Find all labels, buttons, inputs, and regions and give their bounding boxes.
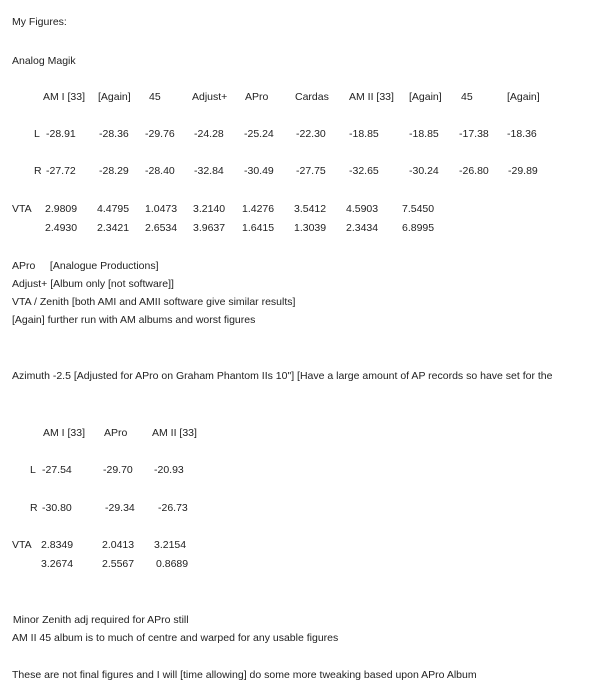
table1-header: [Again] (507, 91, 540, 103)
table-cell: -28.36 (99, 128, 129, 140)
table-cell: 3.2140 (193, 203, 226, 215)
table-cell: 7.5450 (402, 203, 435, 215)
table2-header: APro (104, 427, 128, 439)
azimuth-line: Azimuth -2.5 [Adjusted for APro on Graham Phantom IIs 10"] [Have a large amount of AP records so have set for the (12, 370, 553, 382)
table-cell: -32.65 (349, 165, 379, 177)
note-line: [Again] further run with AM albums and worst figures (12, 314, 256, 326)
footer-line: These are not final figures and I will [time allowing] do some more tweaking based upon APro Album (12, 669, 477, 681)
document-heading: My Figures: (12, 16, 67, 28)
table-cell: -27.54 (42, 464, 72, 476)
table1-header: [Again] (409, 91, 442, 103)
table-cell: -26.73 (158, 502, 188, 514)
footer-line: Minor Zenith adj required for APro still (10, 614, 189, 626)
table1-header: Adjust+ (192, 91, 228, 103)
table-cell: -29.34 (105, 502, 135, 514)
table-cell: -18.36 (507, 128, 537, 140)
table-cell: -20.93 (154, 464, 184, 476)
table-cell: -17.38 (459, 128, 489, 140)
table-cell: -30.80 (42, 502, 72, 514)
vta-label: VTA (12, 539, 32, 551)
table-cell: 3.2154 (154, 539, 187, 551)
table1-header: Cardas (295, 91, 329, 103)
table-cell: -30.24 (409, 165, 439, 177)
table-cell: -29.70 (103, 464, 133, 476)
table-cell: 1.0473 (145, 203, 178, 215)
table1-header: AM I [33] (43, 91, 86, 103)
table-cell: -26.80 (459, 165, 489, 177)
table-cell: -28.29 (99, 165, 129, 177)
row-label: L (34, 128, 40, 140)
table-cell: -27.75 (296, 165, 326, 177)
table-cell: 1.6415 (242, 222, 275, 234)
table-cell: 4.5903 (346, 203, 379, 215)
table-cell: 2.4930 (45, 222, 78, 234)
table-cell: 2.3421 (97, 222, 130, 234)
table-cell: -32.84 (194, 165, 224, 177)
footer-line: AM II 45 album is to much of centre and warped for any usable figures (12, 632, 339, 644)
table-cell: 2.8349 (41, 539, 74, 551)
table-cell: -30.49 (244, 165, 274, 177)
note-line: Adjust+ [Album only [not software]] (12, 278, 174, 290)
table-cell: 6.8995 (402, 222, 435, 234)
row-label: L (30, 464, 36, 476)
table-cell: 1.4276 (242, 203, 275, 215)
table-cell: 3.2674 (41, 558, 74, 570)
table2-header: AM II [33] (152, 427, 197, 439)
table-cell: 2.9809 (45, 203, 78, 215)
table-cell: -28.91 (46, 128, 76, 140)
table1-header: [Again] (98, 91, 131, 103)
table-cell: 1.3039 (294, 222, 327, 234)
table-cell: 2.5567 (102, 558, 135, 570)
row-label: R (34, 165, 42, 177)
table-cell: -29.76 (145, 128, 175, 140)
table-cell: -24.28 (194, 128, 224, 140)
table-cell: -27.72 (46, 165, 76, 177)
vta-label: VTA (12, 203, 32, 215)
note-line: APro [Analogue Productions] (12, 260, 159, 272)
note-line: VTA / Zenith [both AMI and AMII software give similar results] (12, 296, 296, 308)
table1-header: 45 (461, 91, 473, 103)
table-cell: -18.85 (349, 128, 379, 140)
table-cell: 2.6534 (145, 222, 178, 234)
table-cell: -28.40 (145, 165, 175, 177)
table-cell: -29.89 (508, 165, 538, 177)
table-cell: 3.9637 (193, 222, 226, 234)
table-cell: 0.8689 (156, 558, 189, 570)
table-cell: 2.0413 (102, 539, 135, 551)
table-cell: 2.3434 (346, 222, 379, 234)
section-title: Analog Magik (12, 55, 76, 67)
table-cell: -25.24 (244, 128, 274, 140)
table-cell: -18.85 (409, 128, 439, 140)
row-label: R (30, 502, 38, 514)
table2-header: AM I [33] (43, 427, 86, 439)
table-cell: 4.4795 (97, 203, 130, 215)
table1-header: APro (245, 91, 269, 103)
table1-header: AM II [33] (349, 91, 394, 103)
table1-header: 45 (149, 91, 161, 103)
table-cell: 3.5412 (294, 203, 327, 215)
table-cell: -22.30 (296, 128, 326, 140)
